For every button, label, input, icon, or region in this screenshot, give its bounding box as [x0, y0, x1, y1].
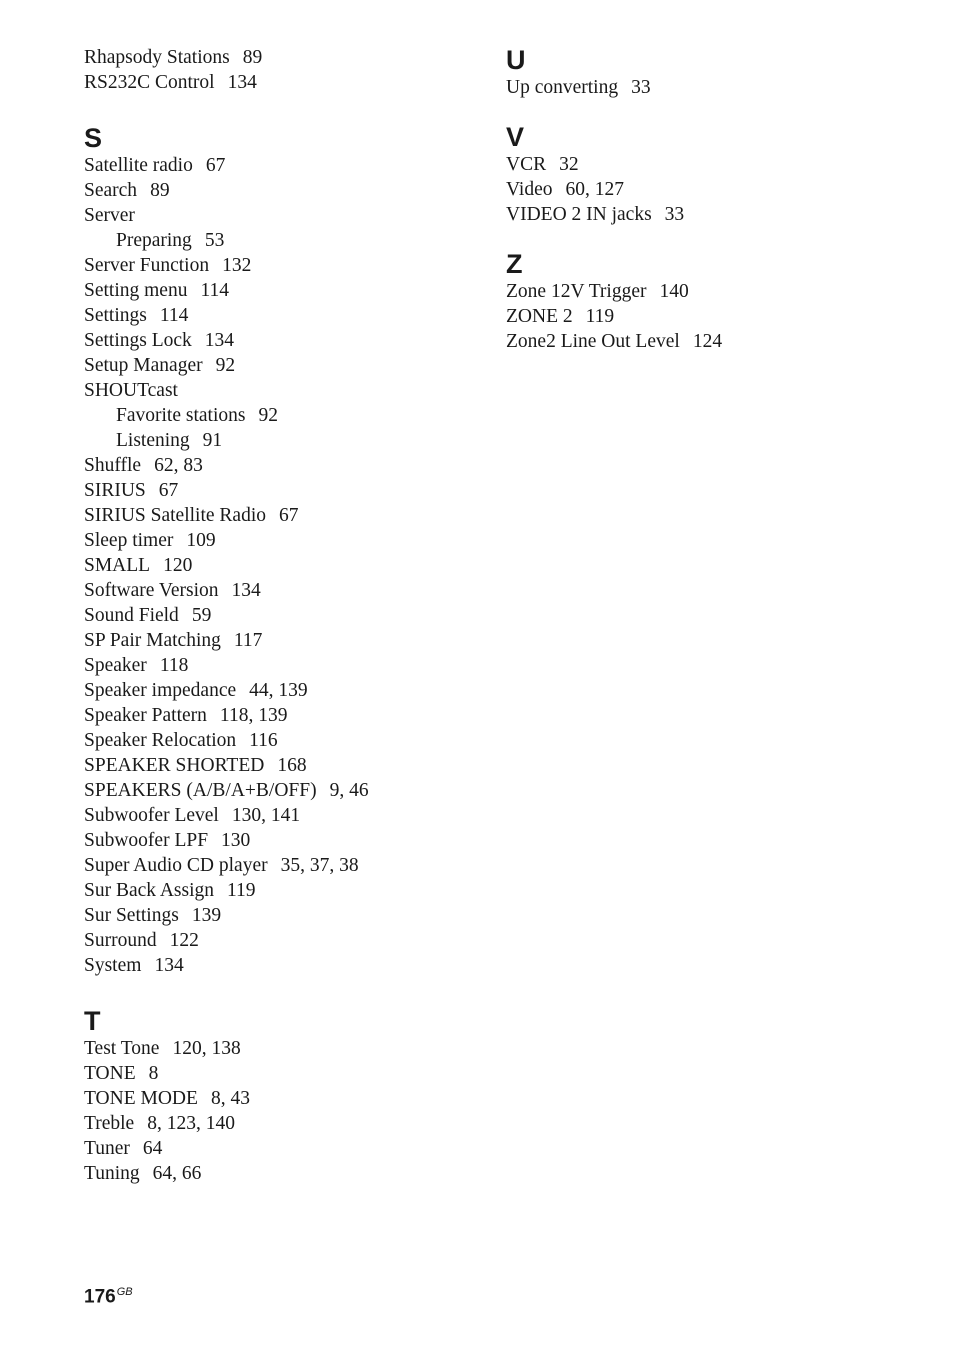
entry-term: RS232C Control: [84, 72, 215, 93]
entry-page-refs: 168: [277, 755, 307, 776]
entry-term: Speaker Relocation: [84, 730, 237, 751]
entry-term: System: [84, 955, 142, 976]
entry-page-refs: 120, 138: [172, 1038, 241, 1059]
index-subentry: [84, 228, 484, 253]
index-entry: [84, 453, 484, 478]
index-subentry: [84, 403, 484, 428]
index-entry: [84, 478, 484, 503]
entry-term: Server: [84, 205, 135, 226]
index-entry: [84, 728, 484, 753]
entry-term: Listening: [116, 430, 190, 451]
entry-term: Setup Manager: [84, 355, 203, 376]
index-entry: [506, 279, 906, 304]
index-entry: [84, 853, 484, 878]
index-entry: [84, 903, 484, 928]
entry-page-refs: 130, 141: [231, 805, 301, 826]
entry-page-refs: 44, 139: [249, 680, 308, 701]
entry-term: VIDEO 2 IN jacks: [506, 204, 652, 225]
entry-page-refs: 32: [559, 154, 579, 175]
entry-page-refs: 114: [200, 280, 229, 301]
entry-term: TONE: [84, 1063, 136, 1084]
entry-page-refs: 130: [221, 830, 251, 851]
region-code: GB: [116, 1286, 133, 1298]
entry-term: Super Audio CD player: [84, 855, 268, 876]
entry-term: Zone2 Line Out Level: [506, 331, 680, 352]
index-entry: [84, 1061, 484, 1086]
entry-page-refs: 117: [233, 630, 263, 651]
entry-page-refs: 60, 127: [565, 179, 624, 200]
index-entry: [84, 803, 484, 828]
entry-term: TONE MODE: [84, 1088, 198, 1109]
entry-page-refs: 120: [163, 555, 193, 576]
entry-term: Surround: [84, 930, 157, 951]
entry-page-refs: 62, 83: [154, 455, 203, 476]
index-entry: [84, 178, 484, 203]
entry-term: Sur Back Assign: [84, 880, 215, 901]
entry-term: Software Version: [84, 580, 219, 601]
index-entry: [506, 304, 906, 329]
entry-page-refs: 9, 46: [329, 780, 369, 801]
entry-term: Speaker: [84, 655, 147, 676]
entry-term: ZONE 2: [506, 306, 573, 327]
entry-term: Shuffle: [84, 455, 142, 476]
entry-term: Zone 12V Trigger: [506, 281, 647, 302]
entry-page-refs: 67: [279, 505, 299, 526]
index-section-t: [84, 1006, 484, 1186]
entry-term: VCR: [506, 154, 547, 175]
entry-term: Speaker Pattern: [84, 705, 207, 726]
index-section-z: [506, 249, 906, 354]
index-entry: [84, 353, 484, 378]
entry-page-refs: 89: [242, 47, 263, 68]
entry-term: Subwoofer LPF: [84, 830, 209, 851]
entry-page-refs: 33: [664, 204, 685, 225]
entry-term: Sleep timer: [84, 530, 174, 551]
entry-term: SPEAKERS (A/B/A+B/OFF): [84, 780, 317, 801]
entry-page-refs: 8: [148, 1063, 159, 1084]
entry-term: Tuner: [84, 1138, 130, 1159]
entry-page-refs: 8, 43: [210, 1088, 250, 1109]
entry-term: Subwoofer Level: [84, 805, 219, 826]
index-section-continued: [84, 45, 484, 95]
index-entry: [84, 553, 484, 578]
index-entry: [84, 703, 484, 728]
index-entry: [84, 1136, 484, 1161]
entry-page-refs: 119: [585, 306, 615, 327]
index-entry: [84, 778, 484, 803]
entry-page-refs: 35, 37, 38: [280, 855, 359, 876]
entry-term: Speaker impedance: [84, 680, 237, 701]
entry-page-refs: 134: [204, 330, 235, 351]
page-number: 176: [84, 1286, 116, 1308]
section-letter-heading: V: [506, 122, 525, 152]
entry-term: Satellite radio: [84, 155, 193, 176]
index-entry: [84, 953, 484, 978]
entry-page-refs: 67: [205, 155, 226, 176]
entry-page-refs: 124: [692, 331, 723, 352]
entry-page-refs: 122: [169, 930, 199, 951]
entry-term: Favorite stations: [116, 405, 246, 426]
entry-page-refs: 33: [631, 77, 651, 98]
entry-term: Treble: [84, 1113, 135, 1134]
index-entry: [506, 329, 906, 354]
entry-term: Sur Settings: [84, 905, 179, 926]
section-letter-heading: U: [506, 45, 526, 75]
entry-term: Server Function: [84, 255, 210, 276]
index-entry: [84, 303, 484, 328]
index-entry: [84, 45, 484, 70]
page-footer: [84, 1280, 133, 1309]
index-section-v: [506, 122, 906, 227]
index-entry: [84, 203, 484, 228]
index-entry: [84, 1086, 484, 1111]
entry-page-refs: 109: [186, 530, 216, 551]
index-entry: [84, 153, 484, 178]
index-column-left: [84, 45, 484, 1214]
entry-term: SP Pair Matching: [84, 630, 221, 651]
entry-page-refs: 92: [258, 405, 278, 426]
entry-page-refs: 134: [227, 72, 257, 93]
index-entry: [84, 603, 484, 628]
index-entry: [506, 75, 906, 100]
entry-term: Sound Field: [84, 605, 179, 626]
entry-page-refs: 67: [158, 480, 179, 501]
index-entry: [84, 678, 484, 703]
index-entry: [84, 628, 484, 653]
index-entry: [84, 278, 484, 303]
index-entry: [84, 70, 484, 95]
section-letter-heading: T: [84, 1006, 101, 1036]
entry-term: SIRIUS Satellite Radio: [84, 505, 266, 526]
index-section-u: [506, 45, 906, 100]
entry-term: SHOUTcast: [84, 380, 178, 401]
entry-term: Settings: [84, 305, 147, 326]
index-entry: [506, 177, 906, 202]
index-entry: [84, 578, 484, 603]
index-entry: [84, 253, 484, 278]
entry-term: SMALL: [84, 555, 151, 576]
entry-term: Up converting: [506, 77, 619, 98]
entry-term: Test Tone: [84, 1038, 160, 1059]
index-entry: [84, 828, 484, 853]
entry-page-refs: 134: [231, 580, 261, 601]
entry-page-refs: 119: [227, 880, 256, 901]
entry-term: Tuning: [84, 1163, 140, 1184]
index-entry: [84, 753, 484, 778]
entry-page-refs: 118: [159, 655, 189, 676]
index-entry: [84, 928, 484, 953]
entry-term: Video: [506, 179, 553, 200]
index-entry: [84, 1161, 484, 1186]
section-letter-heading: Z: [506, 249, 523, 279]
entry-page-refs: 118, 139: [219, 705, 288, 726]
index-column-right: [506, 45, 906, 376]
entry-page-refs: 89: [150, 180, 170, 201]
entry-term: SPEAKER SHORTED: [84, 755, 265, 776]
index-entry: [506, 152, 906, 177]
entry-page-refs: 139: [191, 905, 222, 926]
index-entry: [506, 202, 906, 227]
entry-page-refs: 64: [142, 1138, 163, 1159]
entry-page-refs: 114: [159, 305, 189, 326]
entry-page-refs: 53: [204, 230, 225, 251]
index-section-s: [84, 123, 484, 978]
entry-page-refs: 64, 66: [152, 1163, 202, 1184]
entry-term: Settings Lock: [84, 330, 192, 351]
index-entry: [84, 878, 484, 903]
entry-page-refs: 116: [249, 730, 278, 751]
entry-page-refs: 140: [659, 281, 689, 302]
index-subentry: [84, 428, 484, 453]
section-letter-heading: S: [84, 123, 103, 153]
entry-page-refs: 92: [215, 355, 236, 376]
entry-term: Search: [84, 180, 138, 201]
index-entry: [84, 328, 484, 353]
index-entry: [84, 653, 484, 678]
entry-page-refs: 91: [202, 430, 223, 451]
entry-term: SIRIUS: [84, 480, 146, 501]
index-entry: [84, 1111, 484, 1136]
entry-page-refs: 134: [154, 955, 184, 976]
entry-page-refs: 132: [222, 255, 252, 276]
index-entry: [84, 503, 484, 528]
index-entry: [84, 378, 484, 403]
entry-term: Setting menu: [84, 280, 188, 301]
index-entry: [84, 1036, 484, 1061]
entry-page-refs: 8, 123, 140: [147, 1113, 235, 1134]
entry-term: Rhapsody Stations: [84, 47, 230, 68]
entry-term: Preparing: [116, 230, 192, 251]
index-entry: [84, 528, 484, 553]
entry-page-refs: 59: [191, 605, 212, 626]
